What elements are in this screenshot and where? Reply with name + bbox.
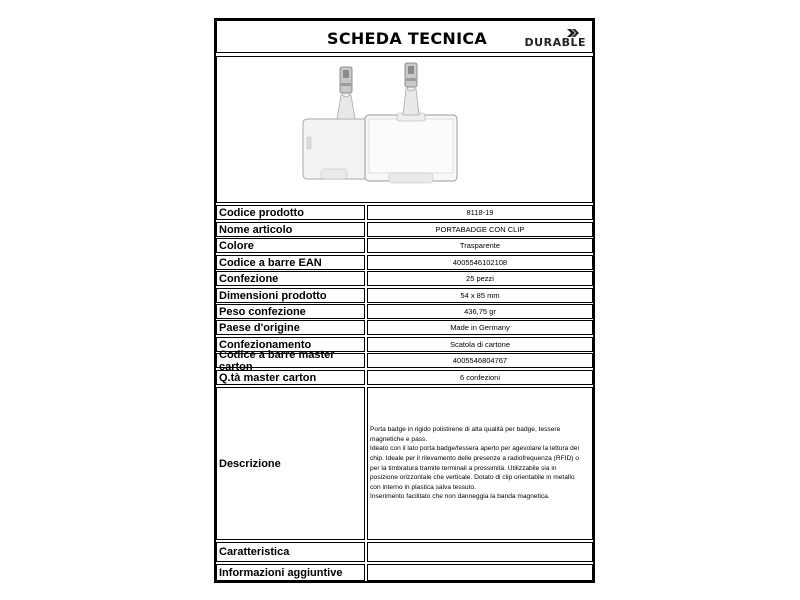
spec-row-colore: [216, 238, 593, 253]
spec-value: 436,75 gr: [367, 304, 593, 319]
brand-name: DURABLE: [524, 36, 586, 49]
spec-label: Dimensioni prodotto: [216, 288, 365, 303]
spec-value: 54 x 85 mm: [367, 288, 593, 303]
spec-value: PORTABADGE CON CLIP: [367, 222, 593, 237]
spec-value: [367, 564, 593, 581]
product-image-box: [216, 56, 593, 203]
spec-row-paese: [216, 320, 593, 335]
spec-label: Confezionamento: [216, 337, 365, 352]
spec-label: Codice prodotto: [216, 205, 365, 220]
spec-label: Nome articolo: [216, 222, 365, 237]
description-text: [367, 387, 593, 540]
spec-label: Confezione: [216, 271, 365, 286]
badge-holder-with-clip-image: [217, 57, 592, 202]
spec-value: [367, 542, 593, 562]
spec-label: Colore: [216, 238, 365, 253]
spec-row-descrizione: [216, 387, 593, 540]
spec-value: 8118-19: [367, 205, 593, 220]
spec-label: Paese d'origine: [216, 320, 365, 335]
spec-value: Trasparente: [367, 238, 593, 253]
brand-logo: [508, 27, 586, 49]
spec-label: Codice a barre EAN: [216, 255, 365, 270]
spec-label: Descrizione: [216, 387, 365, 540]
description-paragraph: Porta badge in rigido polistirene di alta qualità per badge, tessere magnetiche e pass. Ideato con il lato porta badge/tessera aperto per agevolare la lettura dei chip. Ideale per il rilevamento delle presenze a radiofrequenza (RFID) o per la timbratura tramite terminali a prossimità. Utilizzabile sia in posizione orizzontale che verticale. Dotato di clip orientabile in metallo con interno in plastica salva tessuto. Inserimento facilitato che non danneggia la banda magnetica.: [370, 426, 579, 501]
spec-label: Peso confezione: [216, 304, 365, 319]
spec-label: Informazioni aggiuntive: [216, 564, 365, 581]
spec-value: 4005546102108: [367, 255, 593, 270]
spec-value: 25 pezzi: [367, 271, 593, 286]
spec-row-ean: [216, 255, 593, 270]
page-title: SCHEDA TECNICA: [327, 29, 488, 48]
spec-row-codice-prodotto: [216, 205, 593, 220]
spec-label: Codice a barre master carton: [216, 353, 365, 368]
spec-row-dimensioni: [216, 288, 593, 303]
header: [216, 20, 593, 53]
spec-row-master-qty: [216, 370, 593, 385]
spec-row-confezione: [216, 271, 593, 286]
spec-row-informazioni: [216, 564, 593, 581]
spec-value: 4005546804767: [367, 353, 593, 368]
spec-row-caratteristica: [216, 542, 593, 562]
spec-row-peso: [216, 304, 593, 319]
spec-label: Q.tà master carton: [216, 370, 365, 385]
spec-value: 6 confezioni: [367, 370, 593, 385]
spec-value: Made in Germany: [367, 320, 593, 335]
spec-row-master-ean: [216, 348, 593, 373]
spec-row-nome-articolo: [216, 222, 593, 237]
spec-label: Caratteristica: [216, 542, 365, 562]
spec-value: Scatola di cartone: [367, 337, 593, 352]
